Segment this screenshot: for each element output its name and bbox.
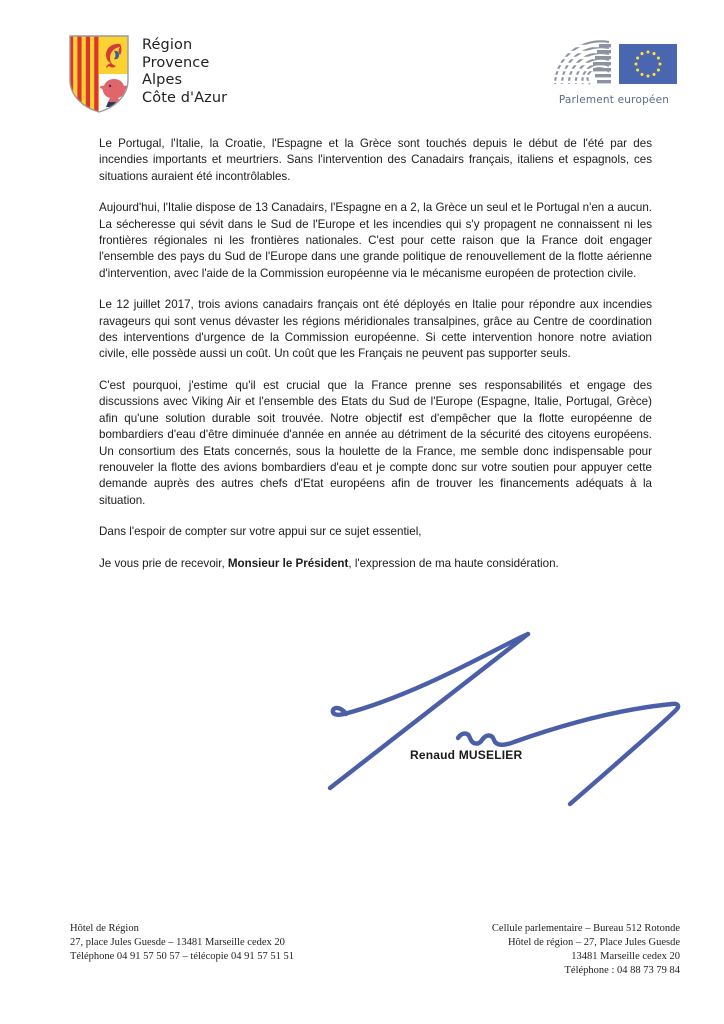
- letterhead: [68, 34, 684, 126]
- valediction-salutation: Monsieur le Président: [227, 556, 349, 570]
- closing-hope: Dans l'espoir de compter sur votre appui sur ce sujet essentiel,: [99, 525, 422, 539]
- letter-body: [99, 136, 652, 587]
- page-footer: [70, 922, 680, 978]
- region-line-3: Alpes: [142, 72, 183, 88]
- signature-block: [300, 618, 700, 818]
- footer-left-line-3: Téléphone 04 91 57 50 57 – télécopie 04 91 57 51 51: [70, 951, 294, 962]
- paragraph-1: Le Portugal, l'Italie, la Croatie, l'Espagne et la Grèce sont touchés depuis le début de l'été par des incendies importants et meurtriers. Sans l'intervention des Canadairs français, italiens et espagnols, ces situations auraient été incontrôlables.: [99, 137, 652, 183]
- footer-left-line-2: 27, place Jules Guesde – 13481 Marseille cedex 20: [70, 937, 285, 948]
- handwritten-signature-icon: [300, 618, 700, 818]
- valediction-before: Je vous prie de recevoir,: [99, 556, 228, 570]
- paragraph-2: Aujourd'hui, l'Italie dispose de 13 Canadairs, l'Espagne en a 2, la Grèce un seul et le Portugal n'en a aucun. La sécheresse qui sévit dans le Sud de l'Europe et les incendies qui s'y propagent ne connaissent ni les frontières régionales ni les frontières nationales. C'est pour cette raison que la France doit engager l'ensemble des pays du Sud de l'Europe dans une grande politique de renouvellement de la flotte aérienne d'intervention, avec l'aide de la Commission européenne via le mécanisme européen de protection civile.: [99, 201, 652, 280]
- footer-region-address: [70, 922, 294, 964]
- coat-of-arms-icon: [68, 34, 130, 114]
- paragraph-4: C'est pourquoi, j'estime qu'il est crucial que la France prenne ses responsabilités et engage des discussions avec Viking Air et l'ensemble des Etats du Sud de l'Europe (Espagne, Italie, Portugal, Grèce) afin qu'une solution durable soit trouvée. Notre objectif est d'empêcher que la flotte européenne de bombardiers d'eau d'être diminuée d'année en année au détriment de la sécurité des citoyens européens. Un consortium des Etats concernés, sous la houlette de la France, me semble donc indispensable pour renouveler la flotte des avions bombardiers d'eau et je compte donc sur votre soutien pour appuyer cette demande auprès des autres chefs d'Etat européens afin de trouver les financements adéquats à la situation.: [99, 378, 652, 507]
- valediction: [99, 556, 652, 572]
- paragraph-3: Le 12 juillet 2017, trois avions canadairs français ont été déployés en Italie pour répondre aux incendies ravageurs qui sont venus dévaster les régions méridionales transalpines, grâce au Centre de coordination des interventions d'urgence de la Commission européenne. Si cette intervention honore notre aviation civile, elle possède aussi un coût. Un coût que les Français ne peuvent pas supporter seuls.: [99, 298, 652, 361]
- footer-left-line-1: Hôtel de Région: [70, 923, 139, 934]
- footer-right-line-4: Téléphone : 04 88 73 79 84: [564, 965, 680, 976]
- region-name: [142, 34, 227, 107]
- footer-right-line-1: Cellule parlementaire – Bureau 512 Rotonde: [491, 923, 680, 934]
- region-line-2: Provence: [142, 54, 210, 71]
- valediction-after: , l'expression de ma haute considération.: [348, 556, 559, 570]
- european-parliament-logo: [544, 36, 684, 106]
- region-logo: [68, 34, 227, 114]
- european-parliament-caption: Parlement européen: [558, 94, 670, 106]
- footer-right-line-2: Hôtel de région – 27, Place Jules Guesde: [507, 937, 680, 948]
- region-line-1: Région: [142, 37, 193, 53]
- region-line-4: Côte d'Azur: [142, 89, 228, 106]
- footer-parliamentary-office-address: [492, 922, 680, 978]
- signatory-name: Renaud MUSELIER: [410, 748, 523, 762]
- hemicycle-icon: [547, 36, 681, 92]
- footer-right-line-3: 13481 Marseille cedex 20: [571, 951, 680, 962]
